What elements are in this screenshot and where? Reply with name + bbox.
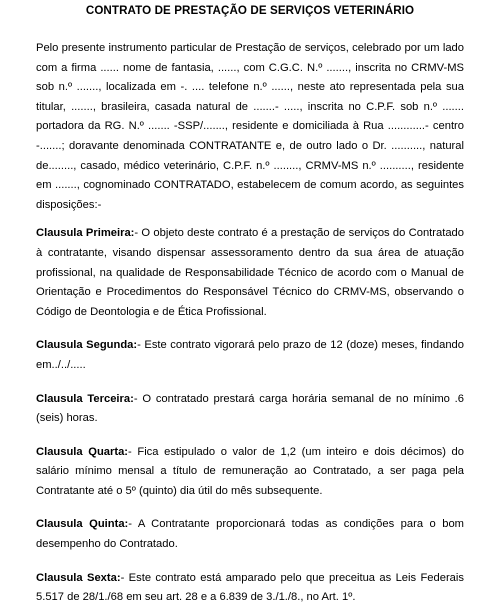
clause-1-text: - O objeto deste contrato é a prestação de serviços do Contratado à contratante, visando dispensar assessoramento dentro da sua área de atuação profissional, na qualidade de Responsabilidade Técnico de acordo com o Manual de Orientação e Procedimentos do Responsável Técnico do CRMV-MS, observando o Código de Deontologia e de Ética Profissional. [36,227,464,318]
clause-2 [36,336,464,375]
clause-4-text: - Fica estipulado o valor de 1,2 (um inteiro e dois décimos) do salário mínimo mensal a título de remuneração ao Contratado, a ser paga pela Contratante até o 5º (quinto) dia útil do mês subsequente. [36,445,464,497]
clause-3-text: - O contratado prestará carga horária semanal de no mínimo .6 (seis) horas. [36,392,464,425]
clause-1-heading: Clausula Primeira: [36,227,135,240]
document-title: CONTRATO DE PRESTAÇÃO DE SERVIÇOS VETERINÁRIO [85,4,415,17]
clause-5-text: - A Contratante proporcionará todas as condições para o bom desempenho do Contratado. [36,518,464,551]
clause-2-text: - Este contrato vigorará pelo prazo de 12 (doze) meses, findando em../../..... [36,339,464,371]
clause-4 [36,443,464,502]
clause-5 [36,515,464,554]
clause-4-heading: Clausula Quarta: [36,445,129,458]
clause-6-text: - Este contrato está amparado pelo que preceitua as Leis Federais 5.517 de 28/1./68 em seu art. 28 e a 6.839 de 3./1./8., no Art. 1º. [36,571,464,604]
clause-3 [36,390,464,429]
clause-3-heading: Clausula Terceira: [36,392,134,405]
clause-5-heading: Clausula Quinta: [36,518,129,531]
intro-paragraph: Pelo presente instrumento particular de Prestação de serviços, celebrado por um lado com a firma ...... nome de fantasia, ......, com C.G.C. N.º ......., inscrita no CRMV-MS sob n.º ......., localizada em -. .... telefone n.º ......, neste ato representada pela sua titular, ......., brasileira, casada natural de .......- ....., inscrita no C.P.F. sob n.º ....... portadora da RG. N.º ....... -SSP/......., residente e domiciliada à Rua ............- centro -.......; doravante denominada CONTRATANTE e, de outro lado o Dr. .........., natural de........, casado, médico veterinário, C.P.F. n.º ........, CRMV-MS n.º .........., residente em ......., cognominado CONTRATADO, estabelecem de comum acordo, as seguintes disposições:- [36,42,464,211]
clause-6-heading: Clausula Sexta: [36,571,121,584]
clause-6 [36,569,464,608]
clause-2-heading: Clausula Segunda: [36,339,138,352]
clause-1 [36,224,464,322]
